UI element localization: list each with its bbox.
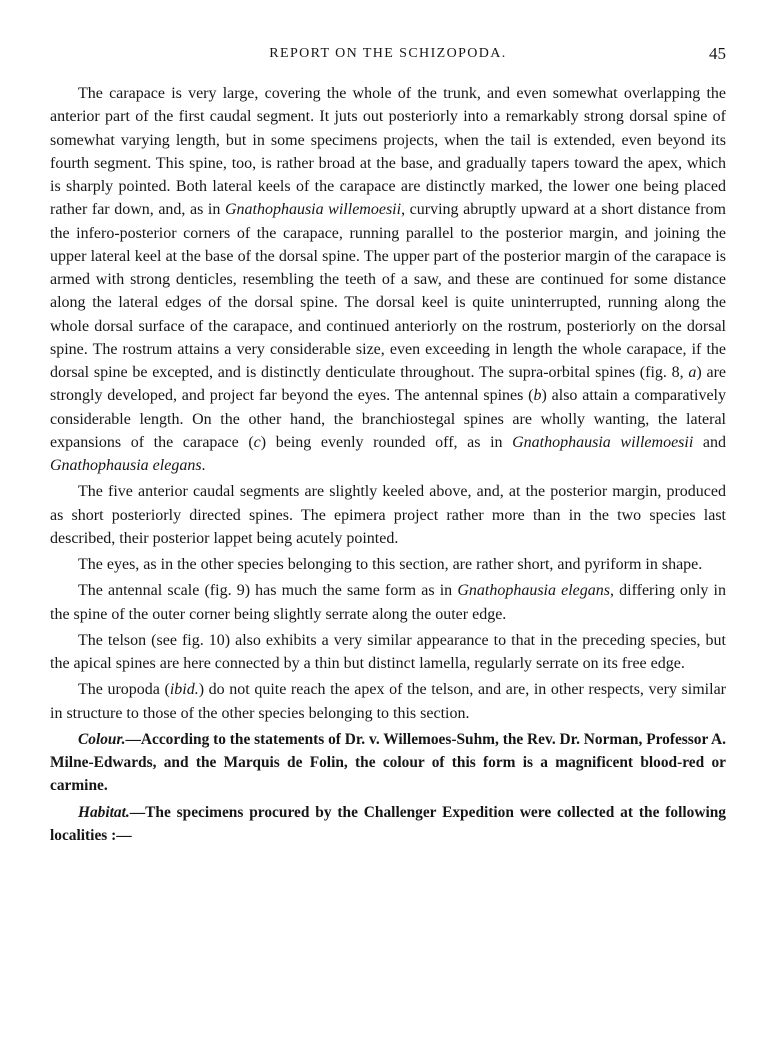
paragraph-eyes [50,553,726,576]
paragraph-colour [50,728,726,798]
text-run: The antennal scale (fig. 9) has much the same form as in [78,582,458,600]
run-in-heading-habitat: Habitat. [78,803,130,821]
text-run: —The specimens procured by the Challenger Expedition were collected at the following localities :— [50,803,726,844]
species-name: Gnathophausia elegans [457,582,610,600]
figure-letter: a [688,364,697,381]
paragraph-habitat [50,801,726,848]
page-header [50,44,726,64]
text-run: —According to the statements of Dr. v. Willemoes-Suhm, the Rev. Dr. Norman, Professor A. Milne-Edwards, and the Marquis de Folin, the colour of this form is a magnificent blood-red or carmine. [50,730,726,795]
text-run: The telson (see fig. 10) also exhibits a very similar appearance to that in the preceding species, but the apical spines are here connected by a thin but distinct lamella, regularly serrate on its free edge. [50,631,726,672]
species-name: Gnathophausia willemoesii [224,201,402,219]
text-run: , differing only in the spine of the outer corner being slightly serrate along the outer edge. [50,582,726,623]
text-run: The carapace is very large, covering the whole of the trunk, and even somewhat overlapping the anterior part of the first caudal segment. It juts out posteriorly into a remarkably strong dorsal spine of somewhat varying length, but in some specimens projects, when the tail is extended, even beyond its fourth segment. This spine, too, is rather broad at the base, and gradually tapers toward the apex, which is sharply pointed. Both lateral keels of the carapace are distinctly marked, the lower one being placed rather far down, and, as in [50,85,726,219]
text-run: ) also attain a comparatively considerable length. On the other hand, the branchiostegal spines are wholly wanting, the lateral expansions of the carapace ( [50,387,726,451]
paragraph-uropoda [50,678,726,725]
figure-letter: b [533,387,542,405]
text-run: and [693,433,727,451]
text-run: ) are strongly developed, and project far beyond the eyes. The antennal spines ( [50,364,727,405]
species-name: Gnathophausia elegans [50,457,202,474]
paragraph-antennal-scale [50,579,726,626]
citation-ibid: ibid. [169,681,199,699]
paragraph-carapace [50,82,726,477]
paragraph-caudal-segments [50,480,726,550]
text-run: , curving abruptly upward at a short distance from the infero-posterior corners of the carapace, running parallel to the posterior margin, and joining the upper lateral keel at the base of the dorsal spine. The upper part of the posterior margin of the carapace is armed with strong denticles, resembling the teeth of a saw, and these are continued for some distance along the lateral edges of the dorsal spine. The dorsal keel is quite uninterrupted, running along the whole dorsal surface of the carapace, and continued anteriorly on the rostrum, posteriorly on the dorsal spine. The rostrum attains a very considerable size, even exceeding in length the whole carapace, if the dorsal spine be excepted, and is distinctly denticulate throughout. The supra-orbital spines (fig. 8, [50,201,727,381]
running-title: REPORT ON THE SCHIZOPODA. [269,46,507,61]
text-run: . [201,457,206,474]
figure-letter: c [253,433,261,451]
text-run: ) being evenly rounded off, as in [260,433,513,451]
page-number: 45 [709,44,726,63]
text-run: ) do not quite reach the apex of the telson, and are, in other respects, very similar in structure to those of the other species belonging to this section. [50,681,726,722]
species-name: Gnathophausia willemoesii [512,433,694,451]
body-text [50,82,726,847]
paragraph-telson [50,629,726,676]
text-run: The eyes, as in the other species belonging to this section, are rather short, and pyriform in shape. [78,556,703,573]
text-run: The five anterior caudal segments are slightly keeled above, and, at the posterior margin, produced as short posteriorly directed spines. The epimera project rather more than in the two species last described, their posterior lappet being acutely pointed. [50,483,726,547]
text-run: The uropoda ( [78,681,170,699]
run-in-heading-colour: Colour. [78,730,126,748]
